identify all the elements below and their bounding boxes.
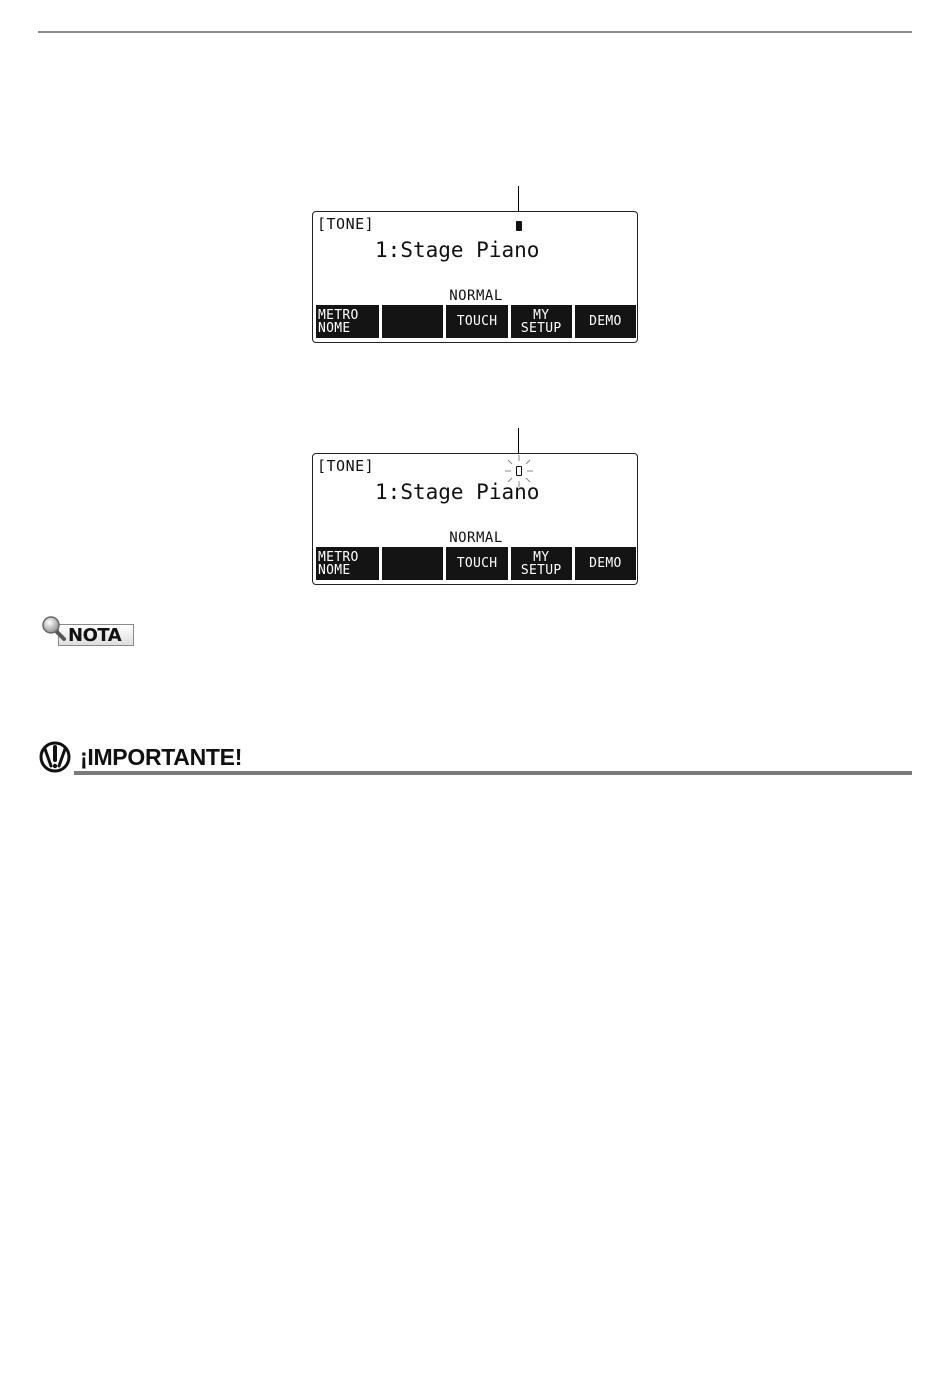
tone-name: Stage Piano <box>400 238 540 262</box>
key-label: NOME <box>318 320 351 336</box>
demo-key[interactable] <box>575 547 636 580</box>
touch-status: NORMAL <box>449 288 503 304</box>
demo-key[interactable] <box>575 305 636 338</box>
key-label: SETUP <box>520 562 562 578</box>
blank-key[interactable] <box>382 305 443 338</box>
lcd-display <box>312 211 638 343</box>
soft-key-row <box>316 305 636 338</box>
key-label: MY <box>533 549 550 565</box>
header-rule <box>38 31 912 33</box>
touch-key[interactable] <box>446 305 507 338</box>
importante-rule <box>74 771 912 775</box>
key-label: METRO <box>318 549 359 565</box>
tone-number: 1 <box>375 480 388 504</box>
key-label: DEMO <box>589 556 622 571</box>
key-label: METRO <box>318 307 359 323</box>
key-label: MY <box>533 307 550 323</box>
tone-name: Stage Piano <box>400 480 540 504</box>
importante-title: ¡IMPORTANTE! <box>80 744 243 770</box>
lock-icon <box>516 221 522 231</box>
tone-number: 1 <box>375 238 388 262</box>
lock-icon <box>516 466 522 476</box>
touch-key[interactable] <box>446 547 507 580</box>
metronome-key[interactable] <box>316 305 379 338</box>
my-setup-key[interactable] <box>511 547 572 580</box>
tone-display <box>375 480 539 504</box>
blank-key[interactable] <box>382 547 443 580</box>
nota-label: NOTA <box>68 625 122 646</box>
mode-label: [TONE] <box>317 215 375 233</box>
key-label: SETUP <box>520 320 562 336</box>
my-setup-key[interactable] <box>511 305 572 338</box>
key-label: TOUCH <box>456 314 498 329</box>
touch-status: NORMAL <box>449 530 503 546</box>
caution-icon <box>38 740 72 774</box>
tone-separator: : <box>387 238 401 262</box>
lcd-display <box>312 453 638 585</box>
key-label: TOUCH <box>456 556 498 571</box>
key-label: DEMO <box>589 314 622 329</box>
mode-label: [TONE] <box>317 457 375 475</box>
soft-key-row <box>316 547 636 580</box>
nota-heading <box>40 614 140 648</box>
metronome-key[interactable] <box>316 547 379 580</box>
tone-display <box>375 238 539 262</box>
tone-separator: : <box>387 480 401 504</box>
key-label: NOME <box>318 562 351 578</box>
callout-line <box>518 428 519 456</box>
